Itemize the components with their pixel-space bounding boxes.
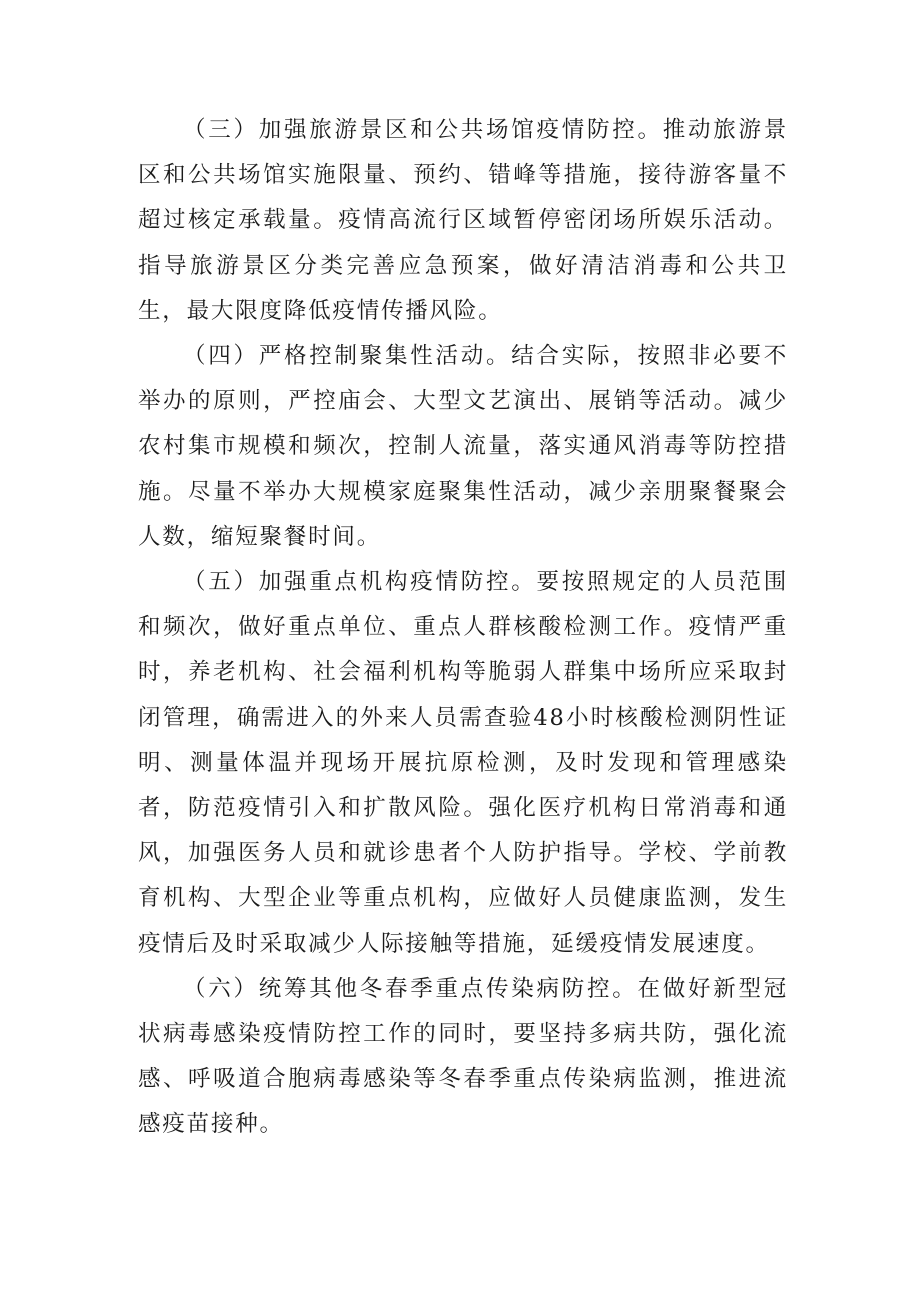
paragraph-5: （五）加强重点机构疫情防控。要按照规定的人员范围和频次，做好重点单位、重点人群核酸检测工作。疫情严重时，养老机构、社会福利机构等脆弱人群集中场所应采取封闭管理，确需进入的外来人员需查验48小时核酸检测阴性证明、测量体温并现场开展抗原检测，及时发现和管理感染者，防范疫情引入和扩散风险。强化医疗机构日常消毒和通风，加强医务人员和就诊患者个人防护指导。学校、学前教育机构、大型企业等重点机构，应做好人员健康监测，发生疫情后及时采取减少人际接触等措施，延缓疫情发展速度。 [138,569,788,957]
document-body [138,108,788,1148]
paragraph-6: （六）统筹其他冬春季重点传染病防控。在做好新型冠状病毒感染疫情防控工作的同时，要坚持多病共防，强化流感、呼吸道合胞病毒感染等冬春季重点传染病监测，推进流感疫苗接种。 [138,975,788,1138]
paragraph-4: （四）严格控制聚集性活动。结合实际，按照非必要不举办的原则，严控庙会、大型文艺演出、展销等活动。减少农村集市规模和频次，控制人流量，落实通风消毒等防控措施。尽量不举办大规模家庭聚集性活动，减少亲朋聚餐聚会人数，缩短聚餐时间。 [138,343,788,550]
paragraph-3: （三）加强旅游景区和公共场馆疫情防控。推动旅游景区和公共场馆实施限量、预约、错峰等措施，接待游客量不超过核定承载量。疫情高流行区域暂停密闭场所娱乐活动。指导旅游景区分类完善应急预案，做好清洁消毒和公共卫生，最大限度降低疫情传播风险。 [138,117,788,324]
